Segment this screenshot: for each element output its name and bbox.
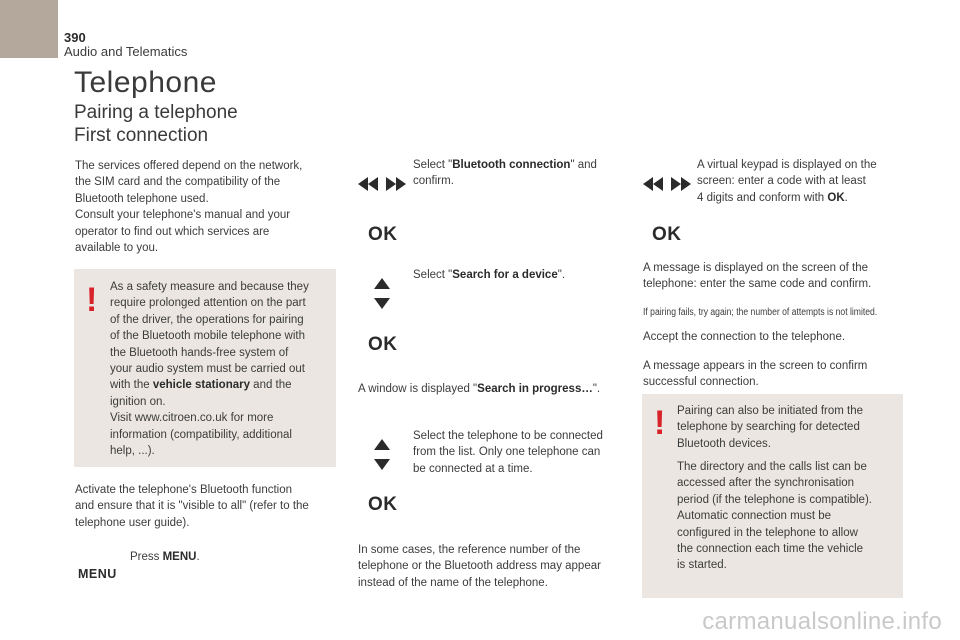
step-search-device: Select "Search for a device". [413, 269, 566, 281]
menu-button-icon: MENU [78, 567, 117, 581]
pairing-note-text: Pairing can also be initiated from the telephone by searching for detected Bluetooth devices. [677, 405, 864, 450]
step-select-telephone: Select the telephone to be connected from the list. Only one telephone can be connected at a time. [413, 430, 603, 475]
left-right-arrows-icon [358, 174, 408, 194]
search-in-progress-text: A window is displayed "Search in progress…". [358, 383, 601, 395]
activate-bluetooth-text: Activate the telephone's Bluetooth function and ensure that it is "visible to all" (refer to the telephone user guide). [75, 484, 309, 529]
warning-icon: ! [86, 281, 98, 319]
subtitle-pairing: Pairing a telephone [74, 102, 238, 123]
ok-button-icon: OK [368, 494, 398, 515]
step-bluetooth-connection: Select "Bluetooth connection" and confirm. [413, 159, 597, 188]
page-tab [0, 0, 58, 58]
watermark: carmanualsonline.info [702, 608, 942, 635]
ok-button-icon: OK [368, 334, 398, 355]
left-right-arrows-icon [643, 174, 693, 194]
safety-warning-text: As a safety measure and because they require prolonged attention on the part of the driver, the operations for pairing of the Bluetooth mobile telephone with the Bluetooth hands-free system of your audio system must be carried out with the vehicle stationary and the ignition on. Visit www.citroen.co.uk for more information (compatibility, additional help, ...). [110, 281, 309, 458]
page-number: 390 [64, 30, 86, 45]
accept-connection-text: Accept the connection to the telephone. [643, 331, 846, 343]
reference-number-text: In some cases, the reference number of the telephone or the Bluetooth address may appear instead of the name of the telephone. [358, 544, 601, 589]
confirm-message-text: A message appears in the screen to confirm successful connection. [643, 360, 868, 389]
subtitle-first-connection: First connection [74, 125, 209, 146]
telephone-message-text: A message is displayed on the screen of the telephone: enter the same code and confirm. [643, 262, 872, 291]
virtual-keypad-text: A virtual keypad is displayed on the screen: enter a code with at least 4 digits and conform with OK. [697, 159, 877, 204]
warning-icon: ! [654, 404, 666, 442]
up-down-arrows-icon [374, 278, 390, 322]
ok-button-icon: OK [652, 224, 682, 245]
press-menu-text: Press MENU. [130, 551, 200, 563]
up-down-arrows-icon [374, 439, 390, 483]
synchronisation-note-text: The directory and the calls list can be accessed after the synchronisation period (if the telephone is compatible). Automatic connection must be configured in the telephone to allow the connection each time the vehicle is started. [677, 461, 872, 572]
retry-note: If pairing fails, try again; the number of attempts is not limited. [643, 307, 878, 318]
intro-paragraph: The services offered depend on the network, the SIM card and the compatibility of the Bluetooth telephone used. Consult your telephone's manual and your operator to find out which services are available to you. [75, 160, 303, 255]
ok-button-icon: OK [368, 224, 398, 245]
section-label: Audio and Telematics [64, 44, 188, 59]
page-title: Telephone [74, 66, 217, 99]
